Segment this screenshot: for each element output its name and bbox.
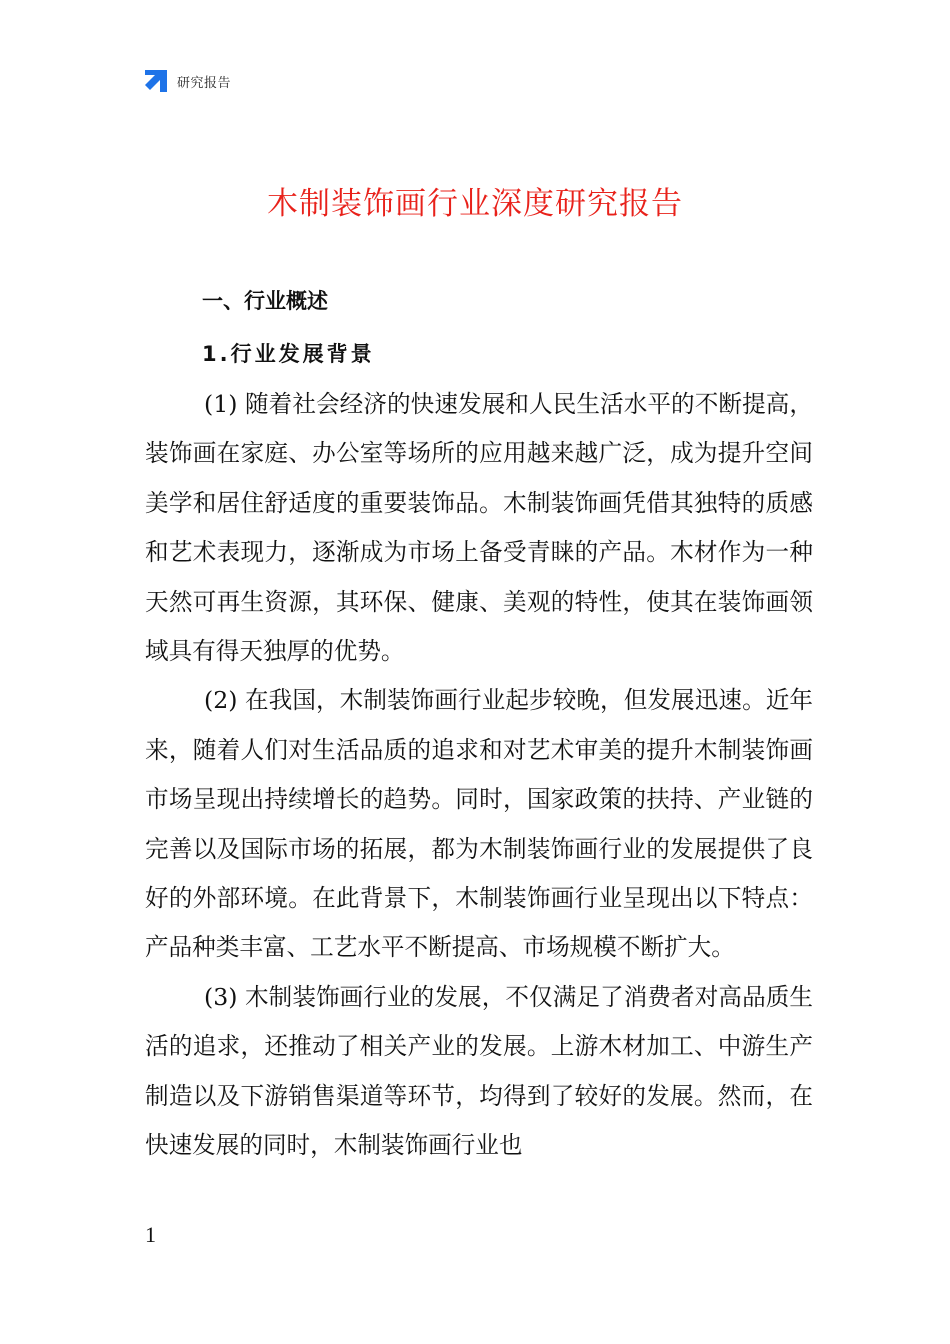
page-header bbox=[143, 68, 231, 94]
sub-heading: 1.行业发展背景 bbox=[202, 342, 375, 366]
page-number: 1 bbox=[145, 1222, 156, 1247]
paragraph-1: (1) 随着社会经济的快速发展和人民生活水平的不断提高，装饰画在家庭、办公室等场所的应用越来越广泛，成为提升空间美学和居住舒适度的重要装饰品。木制装饰画凭借其独特的质感和艺术表现力，逐渐成为市场上备受青睐的产品。木材作为一种天然可再生资源，其环保、健康、美观的特性，使其在装饰画领域具有得天独厚的优势。 bbox=[145, 390, 813, 666]
paragraph-2: (2) 在我国，木制装饰画行业起步较晚，但发展迅速。近年来，随着人们对生活品质的追求和对艺术审美的提升木制装饰画市场呈现出持续增长的趋势。同时，国家政策的扶持、产业链的完善以及国际市场的拓展，都为木制装饰画行业的发展提供了良好的外部环境。在此背景下，木制装饰画行业呈现出以下特点：产品种类丰富、工艺水平不断提高、市场规模不断扩大。 bbox=[145, 686, 813, 962]
document-title: 木制装饰画行业深度研究报告 bbox=[267, 186, 683, 222]
arrow-up-right-logo-icon bbox=[143, 68, 169, 94]
header-label: 研究报告 bbox=[177, 75, 232, 91]
body-text bbox=[145, 380, 813, 1171]
paragraph-3: (3) 木制装饰画行业的发展，不仅满足了消费者对高品质生活的追求，还推动了相关产业的发展。上游木材加工、中游生产制造以及下游销售渠道等环节，均得到了较好的发展。然而，在快速发展的同时，木制装饰画行业也 bbox=[145, 982, 813, 1160]
section-heading: 一、行业概述 bbox=[202, 289, 328, 313]
